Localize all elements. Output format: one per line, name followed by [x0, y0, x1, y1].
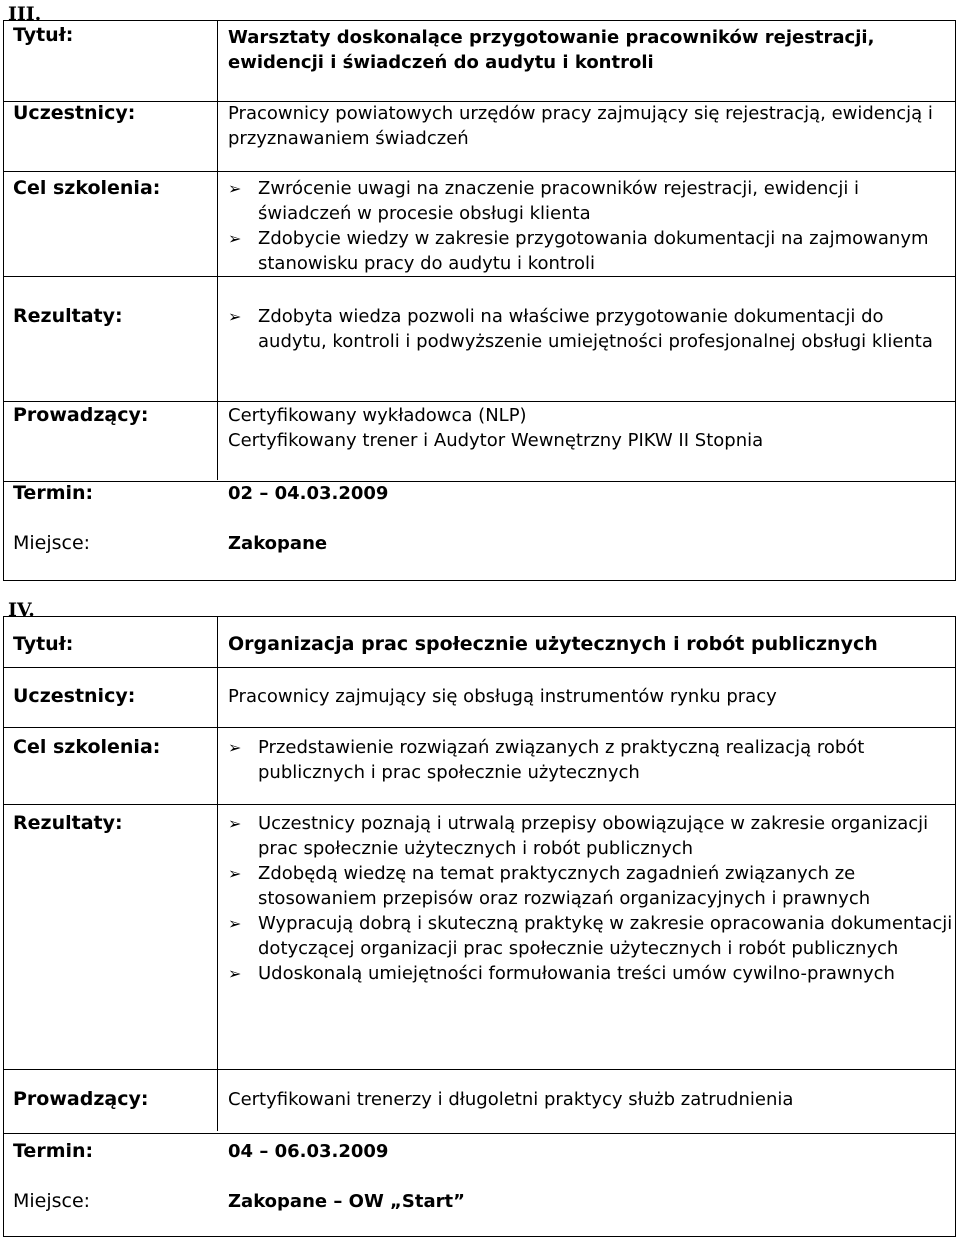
arrow-bullet-icon: ➢	[228, 179, 242, 198]
row-divider	[4, 804, 955, 805]
trainer-line: Certyfikowany trener i Audytor Wewnętrzny PIKW II Stopnia	[228, 430, 764, 451]
course-title: Organizacja prac społecznie użytecznych i robót publicznych	[228, 633, 878, 655]
section-number: IV.	[8, 599, 35, 621]
trainer-text	[228, 1087, 953, 1112]
arrow-bullet-icon: ➢	[228, 307, 242, 326]
arrow-bullet-icon: ➢	[228, 229, 242, 248]
list-item: ➢ Udoskonalą umiejętności formułowania treści umów cywilno-prawnych	[228, 963, 895, 984]
arrow-bullet-icon: ➢	[228, 914, 242, 933]
list-item: ➢ Zdobycie wiedzy w zakresie przygotowania dokumentacji na zajmowanym stanowisku pracy do audytu i kontroli	[228, 228, 929, 274]
list-item: ➢ Uczestnicy poznają i utrwalą przepisy obowiązujące w zakresie organizacji prac społecznie użytecznych i robót publicznych	[228, 813, 929, 859]
place-label: Miejsce:	[13, 532, 91, 554]
arrow-bullet-icon: ➢	[228, 864, 242, 883]
column-divider	[217, 617, 218, 1131]
participants-text: Pracownicy zajmujący się obsługą instrumentów rynku pracy	[228, 686, 777, 707]
course-table	[3, 20, 956, 581]
column-divider	[217, 21, 218, 480]
course-table	[3, 616, 956, 1237]
results-list	[228, 811, 953, 986]
arrow-bullet-icon: ➢	[228, 964, 242, 983]
goals-list	[228, 176, 953, 276]
goal-label: Cel szkolenia:	[13, 177, 161, 199]
list-item: ➢ Zdobędą wiedzę na temat praktycznych zagadnień związanych ze stosowaniem przepisów oraz rozwiązań organizacyjnych i prawnych	[228, 863, 871, 909]
row-divider	[4, 1133, 955, 1134]
results-label: Rezultaty:	[13, 812, 123, 834]
place-label: Miejsce:	[13, 1190, 91, 1212]
row-divider	[4, 727, 955, 728]
goals-list	[228, 735, 953, 785]
title-label: Tytuł:	[13, 633, 74, 655]
arrow-bullet-icon: ➢	[228, 738, 242, 757]
row-divider	[4, 401, 955, 402]
participants-text: Pracownicy powiatowych urzędów pracy zajmujący się rejestracją, ewidencją i przyznawaniem świadczeń	[228, 103, 933, 149]
trainer-label: Prowadzący:	[13, 1088, 149, 1110]
place-value: Zakopane – OW „Start”	[228, 1191, 465, 1212]
results-list	[228, 304, 953, 354]
title-label: Tytuł:	[13, 24, 74, 46]
list-item: ➢ Zwrócenie uwagi na znaczenie pracowników rejestracji, ewidencji i świadczeń w procesie obsługi klienta	[228, 178, 860, 224]
arrow-bullet-icon: ➢	[228, 814, 242, 833]
date-value: 04 – 06.03.2009	[228, 1141, 389, 1162]
section-number: III.	[8, 3, 42, 25]
participants-label: Uczestnicy:	[13, 102, 136, 124]
list-item: ➢ Przedstawienie rozwiązań związanych z praktyczną realizacją robót publicznych i prac społecznie użytecznych	[228, 737, 865, 783]
trainer-text	[228, 403, 953, 453]
date-label: Termin:	[13, 482, 94, 504]
place-value: Zakopane	[228, 533, 328, 554]
row-divider	[4, 276, 955, 277]
trainer-line: Certyfikowani trenerzy i długoletni praktycy służb zatrudnienia	[228, 1089, 794, 1110]
row-divider	[4, 1069, 955, 1070]
participants-label: Uczestnicy:	[13, 685, 136, 707]
list-item: ➢ Zdobyta wiedza pozwoli na właściwe przygotowanie dokumentacji do audytu, kontroli i podwyższenie umiejętności profesjonalnej obsługi klienta	[228, 306, 933, 352]
trainer-label: Prowadzący:	[13, 404, 149, 426]
date-value: 02 – 04.03.2009	[228, 483, 389, 504]
goal-label: Cel szkolenia:	[13, 736, 161, 758]
course-title: Warsztaty doskonalące przygotowanie pracowników rejestracji, ewidencji i świadczeń do audytu i kontroli	[228, 27, 875, 73]
results-label: Rezultaty:	[13, 305, 123, 327]
row-divider	[4, 667, 955, 668]
trainer-line: Certyfikowany wykładowca (NLP)	[228, 405, 527, 426]
date-label: Termin:	[13, 1140, 94, 1162]
list-item: ➢ Wypracują dobrą i skuteczną praktykę w zakresie opracowania dokumentacji dotyczącej organizacji prac społecznie użytecznych i robót publicznych	[228, 913, 953, 959]
row-divider	[4, 171, 955, 172]
